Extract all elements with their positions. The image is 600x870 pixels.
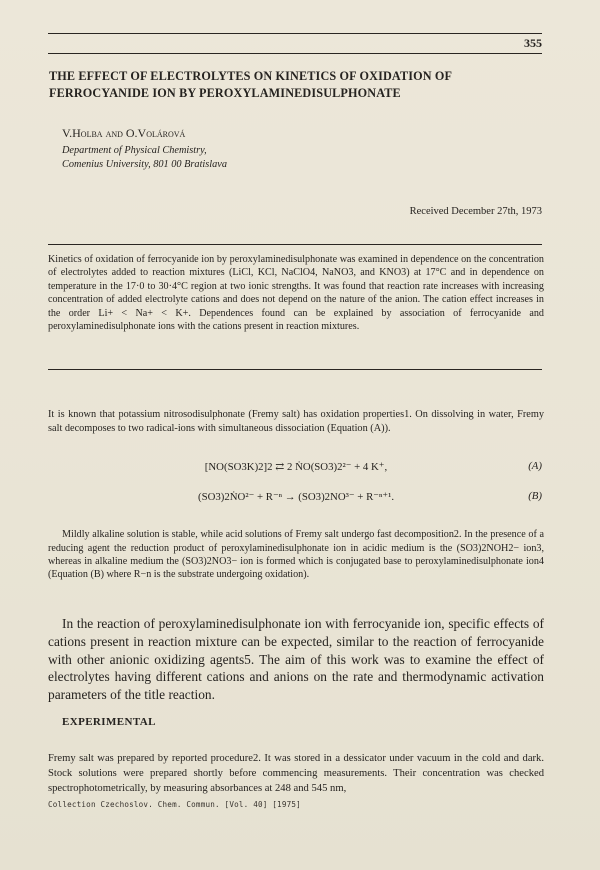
abstract-rule-top [48,244,542,245]
page-number: 355 [524,36,542,50]
paragraph-experimental-text: Fremy salt was prepared by reported procedure2. It was stored in a dessicator under vacuum in the cold and dark. Stock solutions were prepared shortly before commencing measurements. Their concentration was checked spectrophotometrically, by measuring absorbances at 248 and 545 nm, [48,752,544,794]
paragraph-experimental [48,740,544,807]
equation-b [48,490,544,506]
header-rule-lower [48,53,542,54]
journal-footer: Collection Czechoslov. Chem. Commun. [Vol. 40] [1975] [48,800,301,809]
abstract-rule-bottom [48,369,542,370]
authors [62,126,185,141]
article-title: THE EFFECT OF ELECTROLYTES ON KINETICS OF OXIDATION OF FERROCYANIDE ION BY PEROXYLAMINEDISULPHONATE [49,69,452,100]
paragraph-intro-text: It is known that potassium nitrosodisulphonate (Fremy salt) has oxidation properties1. On dissolving in water, Fremy salt decomposes to two radical-ions with simultaneous dissociation (Equation (A)). [48,409,544,434]
header-rule [48,33,542,34]
equation-b-tag: (B) [528,490,542,502]
paragraph-fremy-salt [48,518,544,592]
affiliation-line-1: Department of Physical Chemistry, [62,145,207,156]
affiliation-line-2: Comenius University, 801 00 Bratislava [62,159,228,170]
abstract [48,253,544,333]
section-heading-experimental: EXPERIMENTAL [62,716,156,728]
abstract-text: Kinetics of oxidation of ferrocyanide ion by peroxylaminedisulphonate was examined in dependence on the concentration of electrolytes added to reaction mixtures (LiCl, KCl, NaClO4, NaNO3, and KNO3) at 17°C and in dependence on temperature in the 17·0 to 30·4°C region at two ionic strengths. It was found that reaction rate increases with increasing concentration of added electrolyte cations and does not depend on the nature of the anion. The cation effect increases in the order Li+ < Na+ < K+. Dependences found can be explained by association of ferrocyanide and peroxylaminedisulphonate ions with the cations present in reaction mixtures. [48,254,544,333]
equation-a-text: [NO(SO3K)2]2 ⇄ 2 ṄO(SO3)2²⁻ + 4 K⁺, [204,461,388,473]
authors-text: V.Holba and O.Volárová [62,126,186,140]
paragraph-aim [48,602,544,717]
received-date: Received December 27th, 1973 [409,206,542,217]
paragraph-fremy-salt-text: Mildly alkaline solution is stable, while acid solutions of Fremy salt undergo fast decomposition2. In the presence of a reducing agent the reduction product of peroxylaminedisulphonate ion in acidic medium is the (SO3)2NOH2− ion3, whereas in alkaline medium the (SO3)2NO3− ion is formed which is conjugated base to peroxylaminedisulphonate ion4 (Equation (B) where R−n is the substrate undergoing oxidation). [48,529,544,581]
paragraph-aim-text: In the reaction of peroxylaminedisulphonate ion with ferrocyanide ion, specific effects of cations present in reaction mixture can be expected, similar to the reaction of ferrocyanide with other anionic oxidizing agents5. The aim of this work was to examine the effect of electrolytes having different cations and anions on the rate and thermodynamic activation parameters of the title reaction. [48,616,544,702]
paragraph-intro [48,398,544,446]
equation-a-tag: (A) [528,460,542,472]
equation-a [48,460,544,476]
affiliation [62,144,227,172]
equation-b-text: (SO3)2ṄO²⁻ + R⁻ⁿ → (SO3)2NO³⁻ + R⁻ⁿ⁺¹. [197,491,395,503]
